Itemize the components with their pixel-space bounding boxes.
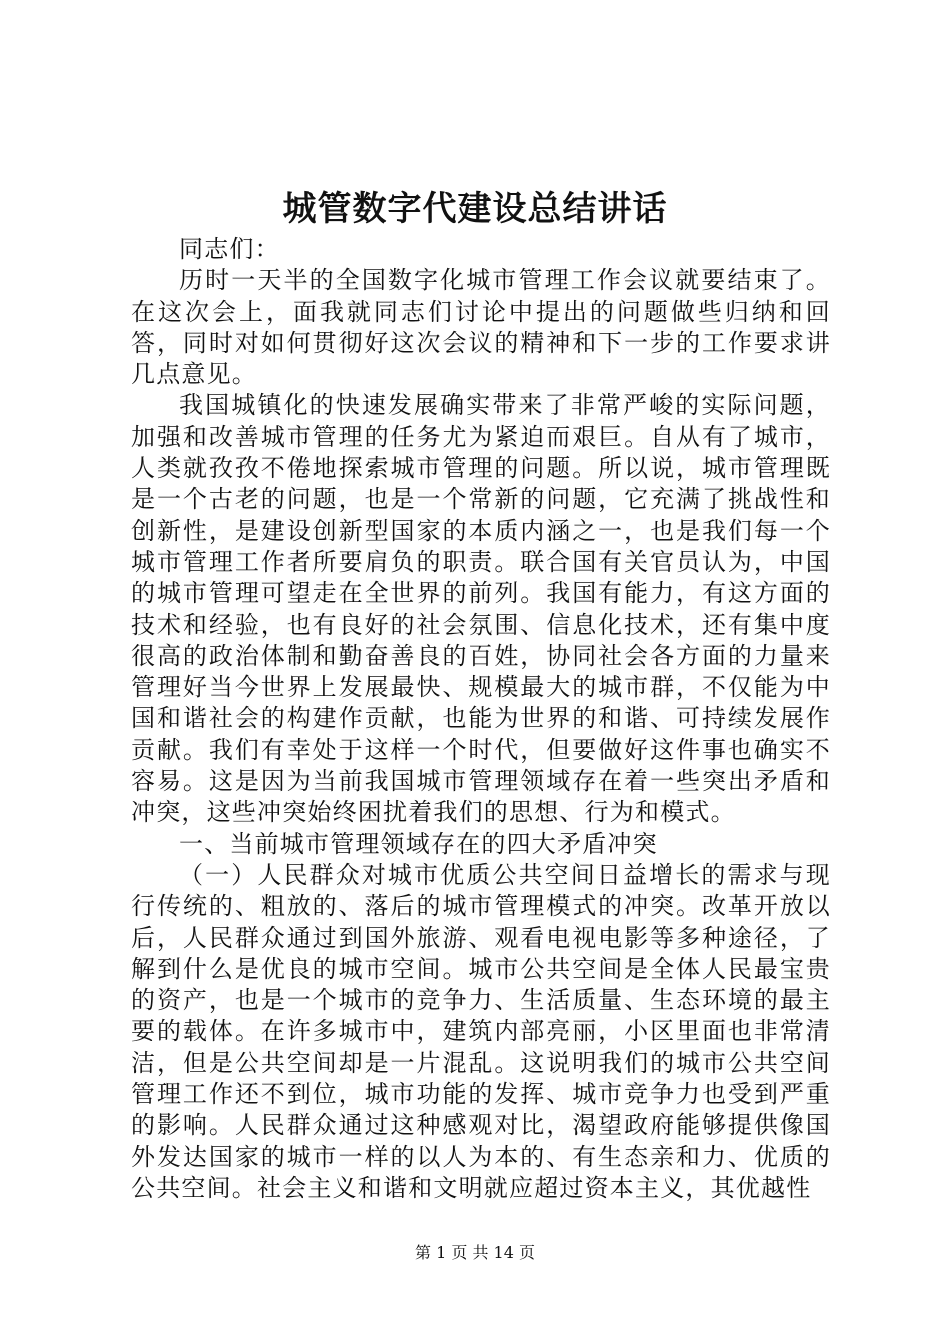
page-footer: 第 1 页 共 14 页 [415, 1243, 535, 1262]
section-heading: 一、当前城市管理领域存在的四大矛盾冲突 [179, 829, 658, 858]
salutation-paragraph: 同志们： [179, 235, 280, 263]
background-paragraph: 我国城镇化的快速发展确实带来了非常严峻的实际问题，加强和改善城市管理的任务尤为紧迫而艰巨。自从有了城市，人类就孜孜不倦地探索城市管理的问题。所以说，城市管理既是一个古老的问题，也是一个常新的问题，它充满了挑战性和创新性，是建设创新型国家的本质内涵之一，也是我们每一个城市管理工作者所要肩负的职责。联合国有关官员认为，中国的城市管理可望走在全世界的前列。我国有能力，有这方面的技术和经验，也有良好的社会氛围、信息化技术，还有集中度很高的政治体制和勤奋善良的百姓，协同社会各方面的力量来管理好当今世界上发展最快、规模最大的城市群，不仅能为中国和谐社会的构建作贡献，也能为世界的和谐、可持续发展作贡献。我们有幸处于这样一个时代，但要做好这件事也确实不容易。这是因为当前我国城市管理领域存在着一些突出矛盾和冲突，这些冲突始终困扰着我们的思想、行为和模式。 [131, 391, 831, 827]
subsection-paragraph: （一）人民群众对城市优质公共空间日益增长的需求与现行传统的、粗放的、落后的城市管理模式的冲突。改革开放以后，人民群众通过到国外旅游、观看电视电影等多种途径，了解到什么是优良的城市空间。城市公共空间是全体人民最宝贵的资产，也是一个城市的竞争力、生活质量、生态环境的最主要的载体。在许多城市中，建筑内部亮丽，小区里面也非常清洁，但是公共空间却是一片混乱。这说明我们的城市公共空间管理工作还不到位，城市功能的发挥、城市竞争力也受到严重的影响。人民群众通过这种感观对比，渴望政府能够提供像国外发达国家的城市一样的以人为本的、有生态亲和力、优质的公共空间。社会主义和谐和文明就应超过资本主义，其优越性 [131, 860, 831, 1202]
intro-paragraph: 历时一天半的全国数字化城市管理工作会议就要结束了。在这次会上，面我就同志们讨论中提出的问题做些归纳和回答，同时对如何贯彻好这次会议的精神和下一步的工作要求讲几点意见。 [131, 266, 831, 389]
document-body [131, 234, 831, 1204]
document-title: 城管数字代建设总结讲话 [282, 189, 668, 229]
